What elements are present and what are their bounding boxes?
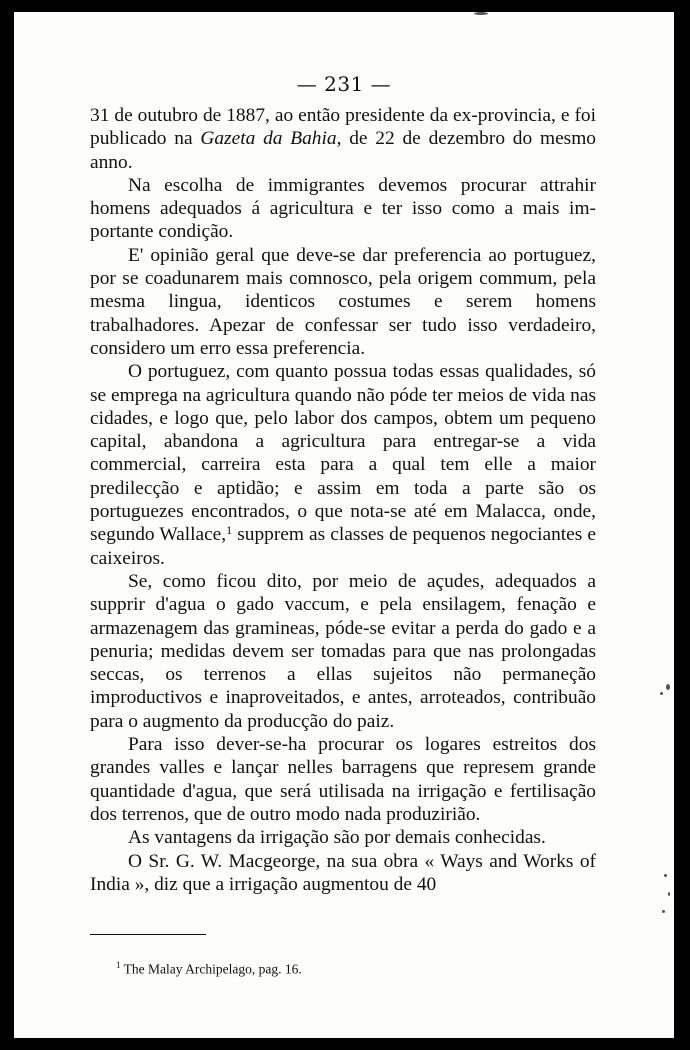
scan-speck xyxy=(474,12,488,15)
scan-speck xyxy=(666,684,670,690)
paragraph xyxy=(90,104,596,174)
text-run: O portuguez, com quanto possua todas essas qualidades, só se emprega na agricultura quando não póde ter meios de vida nas cidades, e logo que, pelo labor dos campos, obtem um pequeno capital, abandona a agricultura para entregar-se a vida commercial, carreira esta para a qual tem elle a maior predilecção e aptidão; e assim em toda a parte são os portuguezes encontrados, o que nota-se até em Malacca, onde, segundo Wallace, xyxy=(90,361,596,546)
text-run: Se, como ficou dito, por meio de açudes, adequados a supprir d'agua o gado vaccum, e pela ensilagem, fenação e armazenagem das gramineas, póde-se evitar a perda do gado e a penuria; medidas devem ser tomadas para que nas prolongadas seccas, os terrenos a ellas sujeitos não permaneção improductivos e inaproveitados, e antes, arroteados, contribuão para o augmento da producção do paiz. xyxy=(90,570,596,732)
footnote xyxy=(116,960,596,978)
text-run: 31 de outubro de 1887, ao então presidente da ex-provincia, e foi publicado na xyxy=(90,105,596,150)
text-run: As vantagens da irrigação são por demais conhecidas. xyxy=(128,827,546,849)
footnote-reference: 1 xyxy=(226,523,233,538)
text-run: E' opinião geral que deve-se dar preferencia ao portuguez, por se coadunarem mais comnosco, pela origem commum, pela mesma lingua, identicos costumes e serem homens trabalhadores. Apezar de confessar ser tudo isso verdadeiro, considero um erro essa preferencia. xyxy=(90,244,596,359)
paragraph xyxy=(90,733,596,826)
page-number: — 231 — xyxy=(296,72,392,96)
scan-speck xyxy=(664,874,667,877)
scan-speck xyxy=(660,692,663,695)
paragraph xyxy=(90,570,596,733)
body-text xyxy=(90,104,596,896)
paragraph xyxy=(90,826,596,849)
text-run: , de 22 de dezembro do mesmo anno. xyxy=(90,128,596,173)
paragraph xyxy=(90,244,596,360)
footnote-divider xyxy=(90,934,206,935)
text-run: O Sr. G. W. Macgeorge, na sua obra « Ways and Works of India », diz que a irrigação augmentou de 40 xyxy=(90,850,596,895)
paragraph xyxy=(90,850,596,897)
publication-title: Gazeta da Bahia xyxy=(200,128,337,150)
scan-speck xyxy=(668,892,670,896)
book-page xyxy=(14,12,674,1038)
paragraph xyxy=(90,360,596,570)
footnote-marker: 1 xyxy=(116,960,121,970)
text-run: Na escolha de immigrantes devemos procurar attrahir homens adequados á agricultura e ter isso como a mais importante condição. xyxy=(90,174,596,243)
paragraph xyxy=(90,174,596,244)
scan-speck xyxy=(662,910,665,913)
text-run: supprem as classes de pequenos negociantes e caixeiros. xyxy=(90,524,596,569)
text-run: Para isso dever-se-ha procurar os logares estreitos dos grandes valles e lançar nelles barragens que represem grande quantidade d'agua, que será utilisada na irrigação e fertilisação dos terrenos, que de outro modo nada produzirião. xyxy=(90,734,596,825)
footnote-text: The Malay Archipelago, pag. 16. xyxy=(123,961,302,977)
